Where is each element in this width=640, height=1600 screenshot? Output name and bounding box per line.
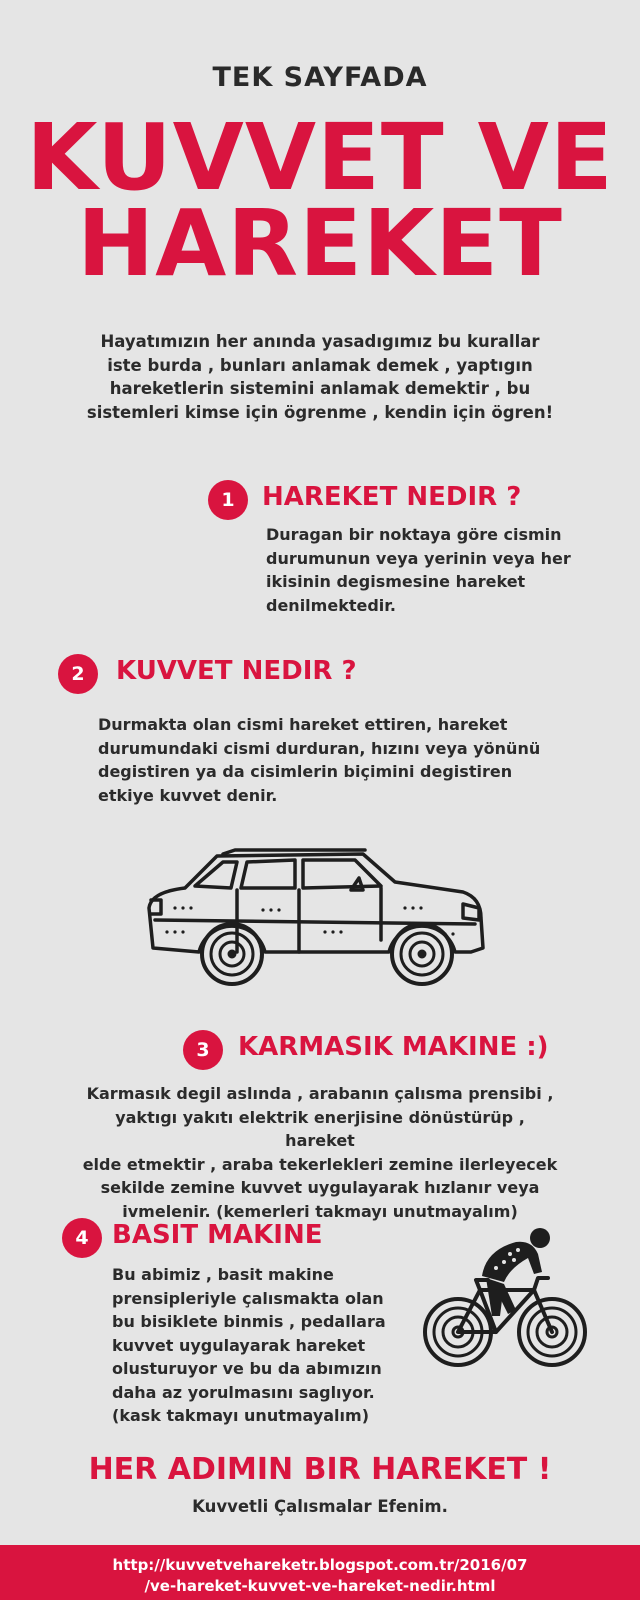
section-4-title: BASIT MAKINE (112, 1220, 323, 1250)
section-2-number-badge: 2 (58, 654, 98, 694)
cyclist-illustration (420, 1228, 590, 1370)
kicker-title: TEK SAYFADA (212, 62, 428, 93)
main-title-line-2: HAREKET (77, 190, 563, 297)
section-4-body (112, 1263, 402, 1428)
section-4-line: kuvvet uygulayarak hareket (112, 1335, 366, 1355)
section-2-line: etkiye kuvvet denir. (98, 785, 278, 805)
section-1-line: Duragan bir noktaya göre cismin (266, 525, 562, 544)
closing-subtitle: Kuvvetli Çalısmalar Efenim. (192, 1497, 448, 1516)
intro-line: iste burda , bunları anlamak demek , yaptıgın (107, 355, 533, 375)
intro-line: hareketlerin sistemini anlamak demektir , bu (109, 379, 531, 398)
section-3-line: ivmelenir. (kemerleri takmayı unutmayalım) (122, 1201, 518, 1221)
section-2-line: degistiren ya da cisimlerin biçimini degistiren (98, 762, 513, 781)
intro-line: sistemleri kimse için ögrenme , kendin için ögren! (86, 402, 554, 422)
section-3-line: elde etmektir , araba tekerlekleri zemine ilerleyecek (82, 1154, 558, 1174)
section-4-line: bu bisiklete binmis , pedallara (112, 1312, 386, 1331)
section-1-title: HAREKET NEDIR ? (262, 482, 522, 512)
section-4-line: Bu abimiz , basit makine (112, 1265, 334, 1284)
car-illustration (145, 848, 495, 1000)
section-4-line: olusturuyor ve bu da abımızın (112, 1359, 382, 1378)
section-2-body (98, 713, 558, 807)
section-4-line: (kask takmayı unutmayalım) (112, 1406, 370, 1425)
footer-url-line-2[interactable]: /ve-hareket-kuvvet-ve-hareket-nedir.html (144, 1577, 496, 1595)
section-2-title: KUVVET NEDIR ? (116, 656, 357, 686)
section-4-line: prensipleriyle çalısmakta olan (112, 1288, 384, 1308)
footer-url[interactable] (0, 1555, 640, 1597)
section-3-line: sekilde zemine kuvvet uygulayarak hızlanır veya (100, 1178, 540, 1197)
section-2-line: durumundaki cismi durduran, hızını veya yönünü (98, 738, 541, 758)
section-1-number-badge: 1 (208, 480, 248, 520)
section-4-number-badge: 4 (62, 1218, 102, 1258)
section-1-line: denilmektedir. (266, 595, 396, 615)
section-1-body (266, 523, 586, 617)
section-1-line: durumunun veya yerinin veya her (266, 548, 571, 568)
intro-paragraph (80, 330, 560, 424)
section-3-line: Karmasık degil aslında , arabanın çalısma prensibi , (86, 1084, 554, 1103)
section-3-number-badge: 3 (183, 1030, 223, 1070)
footer-bar (0, 1545, 640, 1600)
main-title-line-1: KUVVET VE (26, 104, 614, 211)
footer-url-line-1[interactable]: http://kuvvetvehareketr.blogspot.com.tr/2016/07 (112, 1556, 528, 1574)
section-1-line: ikisinin degismesine hareket (266, 572, 526, 591)
section-2-line: Durmakta olan cismi hareket ettiren, hareket (98, 715, 508, 734)
section-3-title: KARMASIK MAKINE :) (238, 1032, 549, 1062)
section-3-line: yaktıgı yakıtı elektrik enerjisine dönüstürüp , hareket (115, 1107, 525, 1150)
section-4-line: daha az yorulmasını saglıyor. (112, 1382, 375, 1402)
intro-line: Hayatımızın her anında yasadıgımız bu kurallar (100, 332, 540, 351)
closing-title: HER ADIMIN BIR HAREKET ! (88, 1452, 552, 1487)
section-3-body (80, 1082, 560, 1223)
